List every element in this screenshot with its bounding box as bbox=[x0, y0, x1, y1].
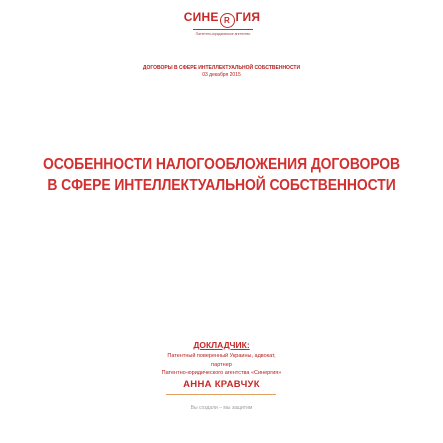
registered-mark-icon: R bbox=[220, 13, 235, 28]
logo-text-part2: ГИЯ bbox=[235, 10, 261, 24]
speaker-name: АННА КРАВЧУК bbox=[183, 379, 260, 390]
slide-title bbox=[40, 154, 403, 196]
title-line-1: ОСОБЕННОСТИ НАЛОГООБЛОЖЕНИЯ ДОГОВОРОВ bbox=[42, 156, 400, 173]
speaker-credentials bbox=[60, 352, 383, 378]
logo-text-part1: СИНЕ bbox=[183, 10, 219, 24]
footer-motto: Вы создали – мы защитим bbox=[190, 405, 253, 411]
logo-wordmark bbox=[184, 10, 260, 28]
footer-divider bbox=[166, 394, 276, 395]
title-line-2: В СФЕРЕ ИНТЕЛЛЕКТУАЛЬНОЙ СОБСТВЕННОСТИ bbox=[47, 177, 396, 194]
synergy-logo bbox=[160, 8, 284, 48]
speaker-credential-line-2: партнер bbox=[211, 361, 232, 368]
topic-header: ДОГОВОРЫ В СФЕРЕ ИНТЕЛЛЕКТУАЛЬНОЙ СОБСТВЕННОСТИ bbox=[142, 65, 301, 71]
speaker-credential-line-3: Патентно-юридического агентства «Синергия» bbox=[161, 370, 282, 376]
speaker-heading: ДОКЛАДЧИК: bbox=[193, 340, 250, 350]
event-date: 03 декабря 2015 bbox=[202, 72, 241, 78]
logo-tagline: Патентно-юридическое агентство bbox=[195, 32, 251, 36]
speaker-credential-line-1: Патентный поверенный Украины, адвокат, bbox=[167, 353, 276, 359]
logo-underline bbox=[193, 29, 253, 30]
